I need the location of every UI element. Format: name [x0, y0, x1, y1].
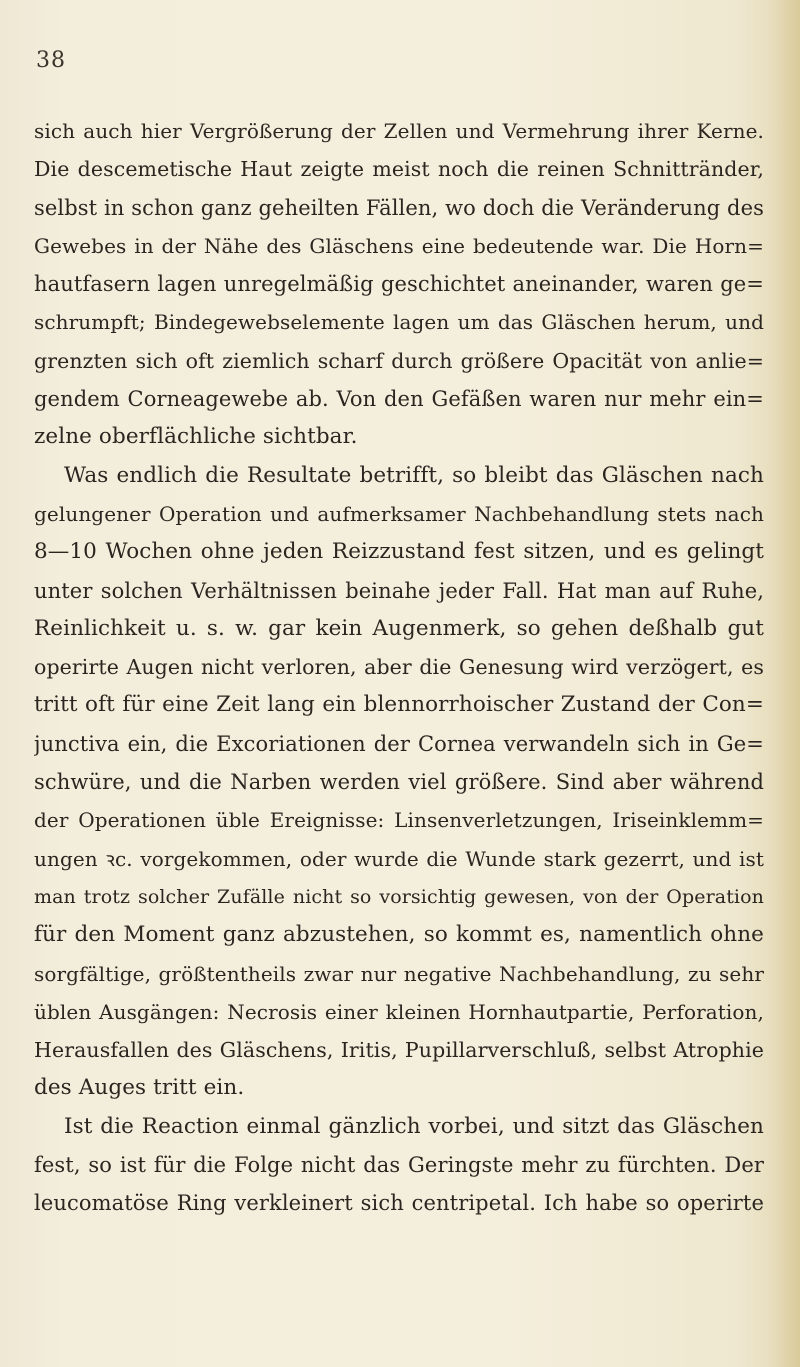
text-line: tritt oft für eine Zeit lang ein blennorrhoischer Zustand der Con= [34, 692, 764, 718]
text-line: Ist die Reaction einmal gänzlich vorbei, und sitzt das Gläschen [64, 1113, 764, 1139]
text-line: operirte Augen nicht verloren, aber die Genesung wird verzögert, es [34, 655, 764, 680]
text-line: des Auges tritt ein. [34, 1075, 245, 1101]
text-line: grenzten sich oft ziemlich scharf durch größere Opacität von anlie= [34, 348, 764, 373]
text-line: 8—10 Wochen ohne jeden Reizzustand fest sitzen, und es gelingt [34, 539, 764, 565]
text-line: sorgfältige, größtentheils zwar nur negative Nachbehandlung, zu sehr [34, 961, 764, 986]
text-line: fest, so ist für die Folge nicht das Geringste mehr zu fürchten. Der [34, 1153, 764, 1178]
text-line: Gewebes in der Nähe des Gläschens eine bedeutende war. Die Horn= [34, 233, 764, 258]
text-line: sich auch hier Vergrößerung der Zellen und Vermehrung ihrer Kerne. [34, 119, 764, 143]
text-line: gendem Corneagewebe ab. Von den Gefäßen waren nur mehr ein= [34, 387, 764, 412]
text-line: Herausfallen des Gläschens, Iritis, Pupillarverschluß, selbst Atrophie [34, 1038, 764, 1063]
text-line: man trotz solcher Zufälle nicht so vorsichtig gewesen, von der Operation [34, 885, 764, 908]
text-line: üblen Ausgängen: Necrosis einer kleinen Hornhautpartie, Perforation, [34, 999, 764, 1024]
text-line: Reinlichkeit u. s. w. gar kein Augenmerk, so gehen deßhalb gut [34, 615, 764, 641]
text-line: Was endlich die Resultate betrifft, so bleibt das Gläschen nach [64, 462, 764, 488]
text-line: Die descemetische Haut zeigte meist noch die reinen Schnittränder, [34, 157, 764, 182]
text-line: der Operationen üble Ereignisse: Linsenverletzungen, Iriseinklemm= [34, 808, 764, 833]
text-line: selbst in schon ganz geheilten Fällen, wo doch die Veränderung des [34, 195, 764, 220]
text-line: schwüre, und die Narben werden viel größere. Sind aber während [34, 770, 764, 795]
text-line: schrumpft; Bindegewebselemente lagen um das Gläschen herum, und [34, 310, 764, 335]
text-line: unter solchen Verhältnissen beinahe jeder Fall. Hat man auf Ruhe, [34, 578, 764, 603]
body-text [34, 112, 764, 1223]
text-line: gelungener Operation und aufmerksamer Nachbehandlung stets nach [34, 501, 764, 526]
text-line: leucomatöse Ring verkleinert sich centripetal. Ich habe so operirte [34, 1191, 764, 1216]
text-line: für den Moment ganz abzustehen, so kommt es, namentlich ohne [34, 922, 764, 948]
text-line: junctiva ein, die Excoriationen der Cornea verwandeln sich in Ge= [34, 731, 764, 756]
page-edge-shadow [772, 0, 800, 1367]
page-number: 38 [36, 48, 66, 73]
text-line: hautfasern lagen unregelmäßig geschichtet aneinander, waren ge= [34, 272, 764, 297]
text-line: ungen ꝛc. vorgekommen, oder wurde die Wunde stark gezerrt, und ist [34, 846, 764, 871]
text-line: zelne oberflächliche sichtbar. [34, 424, 358, 450]
